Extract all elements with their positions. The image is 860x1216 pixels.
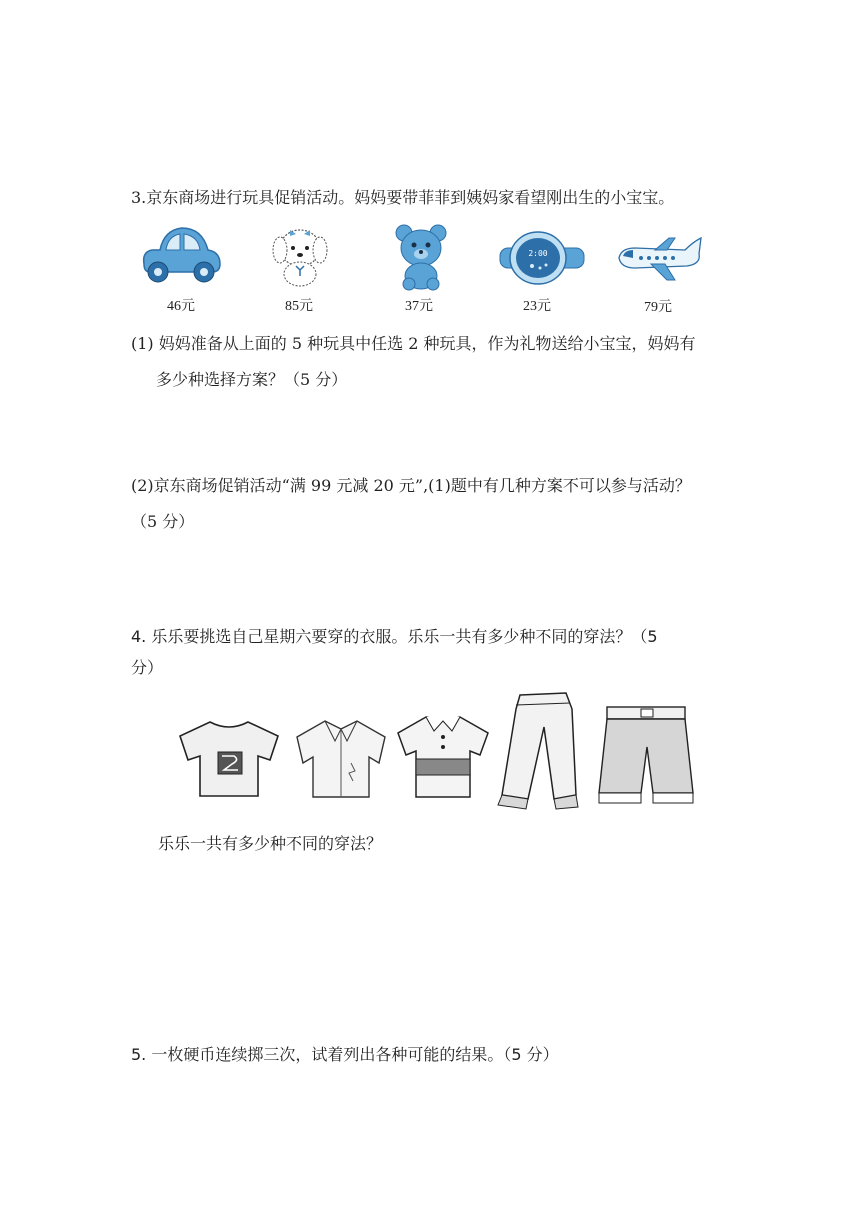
toy-watch-icon [500,230,584,286]
toy-airplane-icon [615,234,705,284]
q3-intro: 3.京东商场进行玩具促销活动。妈妈要带菲菲到姨妈家看望刚出生的小宝宝。 [131,188,675,207]
q3-part1-line2: 多少种选择方案？（5 分） [156,370,348,389]
watch-display: 2:00 [528,249,548,258]
toy-price-airplane: 79元 [644,300,672,315]
toy-price-dog: 85元 [285,299,313,314]
shorts-icon [595,705,697,805]
q4-line2: 分） [131,658,164,677]
toy-dog-icon [268,222,332,288]
q3-part2-line2: （5 分） [131,512,195,531]
toy-car-icon [138,224,224,286]
q5-text: 5. 一枚硬币连续掷三次，试着列出各种可能的结果。（5 分） [131,1045,559,1064]
toy-price-watch: 23元 [523,299,551,314]
long-pants-icon [492,691,588,813]
polo-shirt-icon [394,711,492,799]
q3-part2-line1: (2)京东商场促销活动“满 99 元减 20 元”,(1)题中有几种方案不可以参与活动？ [131,476,691,495]
q3-part1-line1: (1) 妈妈准备从上面的 5 种玩具中任选 2 种玩具，作为礼物送给小宝宝，妈妈有 [131,334,696,353]
tshirt-icon [174,718,284,798]
shirt-icon [291,717,391,799]
q4-question: 乐乐一共有多少种不同的穿法？ [158,834,383,853]
toy-bear-icon [393,222,449,290]
toy-price-bear: 37元 [405,299,433,314]
toy-price-car: 46元 [167,299,195,314]
q4-line1: 4. 乐乐要挑选自己星期六要穿的衣服。乐乐一共有多少种不同的穿法？（5 [131,627,658,646]
